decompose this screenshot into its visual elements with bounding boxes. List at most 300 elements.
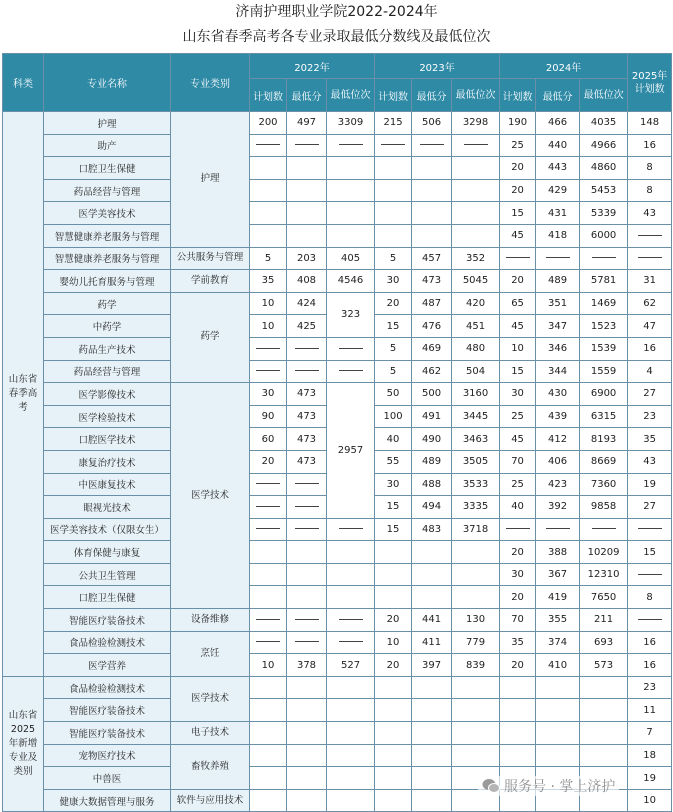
value-cell — [327, 722, 375, 745]
value-cell: 480 — [452, 337, 500, 360]
value-cell: 4 — [628, 360, 672, 383]
value-cell: 20 — [500, 157, 536, 180]
table-row — [3, 112, 672, 135]
dash-cell — [287, 473, 327, 496]
value-cell: 62 — [628, 292, 672, 315]
category-cell: 山东省春季高考 — [3, 112, 44, 677]
table-row — [3, 270, 672, 293]
value-cell — [412, 789, 452, 812]
dash-mark — [638, 528, 662, 529]
dash-mark — [638, 257, 662, 258]
major-name-cell: 食品检验检测技术 — [44, 631, 171, 654]
value-cell: 491 — [412, 405, 452, 428]
value-cell — [375, 699, 412, 722]
value-cell: 527 — [327, 654, 375, 677]
value-cell: 693 — [580, 631, 628, 654]
table-row — [3, 563, 672, 586]
dash-cell — [327, 631, 375, 654]
value-cell: 45 — [500, 224, 536, 247]
dash-cell — [287, 496, 327, 519]
value-cell — [327, 541, 375, 564]
value-cell — [375, 541, 412, 564]
dash-mark — [546, 257, 570, 258]
value-cell: 8 — [628, 586, 672, 609]
value-cell: 374 — [536, 631, 580, 654]
value-cell: 25 — [500, 134, 536, 157]
value-cell — [580, 676, 628, 699]
value-cell — [412, 224, 452, 247]
major-type-cell: 医学技术 — [171, 676, 250, 721]
value-cell: 420 — [452, 292, 500, 315]
dash-cell — [628, 518, 672, 541]
dash-cell — [628, 247, 672, 270]
value-cell: 1559 — [580, 360, 628, 383]
value-cell — [580, 699, 628, 722]
value-cell — [452, 541, 500, 564]
table-row — [3, 518, 672, 541]
value-cell: 20 — [250, 450, 287, 473]
value-cell: 11 — [628, 699, 672, 722]
dash-mark — [339, 619, 363, 620]
table-row — [3, 202, 672, 225]
dash-mark — [256, 144, 280, 145]
dash-cell — [250, 609, 287, 632]
value-cell: 412 — [536, 428, 580, 451]
value-cell — [250, 179, 287, 202]
value-cell: 60 — [250, 428, 287, 451]
major-name-cell: 口腔卫生保健 — [44, 586, 171, 609]
value-cell — [536, 676, 580, 699]
value-cell: 90 — [250, 405, 287, 428]
wechat-icon — [482, 778, 500, 794]
value-cell: 347 — [536, 315, 580, 338]
value-cell: 5339 — [580, 202, 628, 225]
dash-cell — [500, 518, 536, 541]
value-cell — [412, 722, 452, 745]
value-cell: 19 — [628, 767, 672, 790]
dash-cell — [327, 360, 375, 383]
value-cell: 457 — [412, 247, 452, 270]
value-cell — [375, 767, 412, 790]
value-cell — [412, 586, 452, 609]
value-cell — [500, 676, 536, 699]
value-cell — [250, 157, 287, 180]
dash-mark — [339, 370, 363, 371]
major-type-cell: 药学 — [171, 292, 250, 382]
value-cell — [287, 676, 327, 699]
dash-mark — [256, 506, 280, 507]
value-cell: 211 — [580, 609, 628, 632]
header-min-rank: 最低位次 — [580, 79, 628, 112]
major-name-cell: 医学影像技术 — [44, 383, 171, 406]
value-cell — [452, 202, 500, 225]
dash-cell — [287, 360, 327, 383]
dash-mark — [546, 528, 570, 529]
dash-cell — [375, 134, 412, 157]
value-cell: 419 — [536, 586, 580, 609]
value-cell: 16 — [628, 134, 672, 157]
value-cell: 31 — [628, 270, 672, 293]
value-cell: 3463 — [452, 428, 500, 451]
value-cell — [412, 744, 452, 767]
major-name-cell: 口腔医学技术 — [44, 428, 171, 451]
value-cell: 8 — [628, 179, 672, 202]
value-cell: 5 — [375, 247, 412, 270]
value-cell: 430 — [536, 383, 580, 406]
value-cell: 489 — [412, 450, 452, 473]
table-row — [3, 699, 672, 722]
value-cell — [327, 563, 375, 586]
value-cell — [287, 563, 327, 586]
value-cell — [412, 541, 452, 564]
major-type-cell: 护理 — [171, 112, 250, 248]
dash-cell — [628, 224, 672, 247]
major-name-cell: 智能医疗装备技术 — [44, 609, 171, 632]
value-cell: 506 — [412, 112, 452, 135]
major-name-cell: 医学美容技术 — [44, 202, 171, 225]
value-cell — [536, 699, 580, 722]
value-cell — [250, 744, 287, 767]
category-cell: 山东省2025年新增专业及类别 — [3, 676, 44, 812]
value-cell: 483 — [412, 518, 452, 541]
value-cell: 130 — [452, 609, 500, 632]
dash-mark — [256, 641, 280, 642]
value-cell: 15 — [375, 315, 412, 338]
value-cell: 466 — [536, 112, 580, 135]
table-row — [3, 631, 672, 654]
dash-cell — [327, 134, 375, 157]
value-cell: 423 — [536, 473, 580, 496]
value-cell: 9858 — [580, 496, 628, 519]
value-cell: 50 — [375, 383, 412, 406]
dash-mark — [295, 483, 319, 484]
value-cell — [375, 676, 412, 699]
value-cell — [327, 744, 375, 767]
header-2024: 2024年 — [500, 54, 628, 79]
value-cell: 3505 — [452, 450, 500, 473]
value-cell: 476 — [412, 315, 452, 338]
major-name-cell: 护理 — [44, 112, 171, 135]
table-row — [3, 157, 672, 180]
dash-mark — [339, 144, 363, 145]
value-cell: 490 — [412, 428, 452, 451]
value-cell: 397 — [412, 654, 452, 677]
document-title-line2: 山东省春季高考各专业录取最低分数线及最低位次 — [182, 29, 491, 45]
value-cell: 5781 — [580, 270, 628, 293]
value-cell — [452, 586, 500, 609]
value-cell: 15 — [500, 360, 536, 383]
table-row — [3, 337, 672, 360]
dash-cell — [327, 609, 375, 632]
value-cell: 388 — [536, 541, 580, 564]
value-cell: 405 — [327, 247, 375, 270]
value-cell: 35 — [628, 428, 672, 451]
value-cell: 3160 — [452, 383, 500, 406]
value-cell: 5045 — [452, 270, 500, 293]
value-cell — [250, 563, 287, 586]
dash-cell — [250, 518, 287, 541]
header-2022: 2022年 — [250, 54, 375, 79]
value-cell — [287, 767, 327, 790]
value-cell — [327, 179, 375, 202]
value-cell: 10 — [250, 315, 287, 338]
dash-mark — [256, 483, 280, 484]
value-cell: 65 — [500, 292, 536, 315]
value-cell: 10 — [375, 631, 412, 654]
value-cell: 451 — [452, 315, 500, 338]
value-cell: 5 — [375, 337, 412, 360]
table-row — [3, 292, 672, 315]
value-cell: 20 — [375, 654, 412, 677]
table-row — [3, 224, 672, 247]
merged-rank-cell: 323 — [327, 292, 375, 337]
dash-mark — [464, 144, 488, 145]
value-cell: 70 — [500, 609, 536, 632]
value-cell: 425 — [287, 315, 327, 338]
value-cell: 408 — [287, 270, 327, 293]
admission-score-table — [2, 53, 672, 812]
value-cell — [536, 722, 580, 745]
value-cell — [412, 676, 452, 699]
value-cell — [452, 179, 500, 202]
value-cell: 25 — [500, 405, 536, 428]
dash-mark — [592, 257, 616, 258]
value-cell: 10 — [250, 654, 287, 677]
dash-cell — [250, 473, 287, 496]
value-cell — [327, 676, 375, 699]
value-cell: 100 — [375, 405, 412, 428]
value-cell: 3335 — [452, 496, 500, 519]
value-cell: 473 — [287, 383, 327, 406]
dash-mark — [256, 619, 280, 620]
major-name-cell: 健康大数据管理与服务 — [44, 789, 171, 812]
major-name-cell: 康复治疗技术 — [44, 450, 171, 473]
value-cell — [375, 563, 412, 586]
merged-rank-cell: 2957 — [327, 383, 375, 519]
value-cell: 352 — [452, 247, 500, 270]
value-cell: 443 — [536, 157, 580, 180]
value-cell: 200 — [250, 112, 287, 135]
major-name-cell: 体育保健与康复 — [44, 541, 171, 564]
value-cell — [580, 722, 628, 745]
value-cell: 473 — [287, 428, 327, 451]
dash-mark — [339, 348, 363, 349]
dash-mark — [638, 574, 662, 575]
value-cell: 487 — [412, 292, 452, 315]
major-name-cell: 药学 — [44, 292, 171, 315]
header-min-rank: 最低位次 — [452, 79, 500, 112]
header-major-type: 专业类别 — [171, 54, 250, 112]
value-cell: 3445 — [452, 405, 500, 428]
value-cell: 18 — [628, 744, 672, 767]
value-cell: 410 — [536, 654, 580, 677]
header-2023: 2023年 — [375, 54, 500, 79]
value-cell — [327, 157, 375, 180]
header-plan: 计划数 — [250, 79, 287, 112]
value-cell: 35 — [500, 631, 536, 654]
value-cell — [327, 224, 375, 247]
major-name-cell: 婴幼儿托育服务与管理 — [44, 270, 171, 293]
table-row — [3, 654, 672, 677]
value-cell: 30 — [375, 270, 412, 293]
value-cell — [287, 789, 327, 812]
value-cell — [412, 179, 452, 202]
value-cell — [375, 722, 412, 745]
value-cell: 406 — [536, 450, 580, 473]
value-cell — [452, 224, 500, 247]
value-cell: 23 — [628, 405, 672, 428]
major-name-cell: 宠物医疗技术 — [44, 744, 171, 767]
value-cell: 355 — [536, 609, 580, 632]
value-cell: 70 — [500, 450, 536, 473]
value-cell: 6900 — [580, 383, 628, 406]
value-cell: 10 — [628, 789, 672, 812]
dash-mark — [295, 506, 319, 507]
dash-mark — [506, 257, 530, 258]
major-type-cell: 公共服务与管理 — [171, 247, 250, 270]
value-cell: 473 — [287, 450, 327, 473]
major-type-cell: 医学技术 — [171, 383, 250, 609]
value-cell — [327, 789, 375, 812]
value-cell — [412, 202, 452, 225]
value-cell: 367 — [536, 563, 580, 586]
value-cell: 8 — [628, 157, 672, 180]
value-cell: 16 — [628, 631, 672, 654]
value-cell: 27 — [628, 496, 672, 519]
value-cell: 378 — [287, 654, 327, 677]
value-cell: 215 — [375, 112, 412, 135]
value-cell — [287, 722, 327, 745]
value-cell — [500, 744, 536, 767]
table-row — [3, 247, 672, 270]
dash-cell — [628, 609, 672, 632]
header-2025-plan: 2025年计划数 — [628, 54, 672, 112]
header-min-score: 最低分 — [412, 79, 452, 112]
value-cell — [412, 157, 452, 180]
dash-mark — [295, 348, 319, 349]
value-cell: 344 — [536, 360, 580, 383]
dash-mark — [295, 641, 319, 642]
major-type-cell: 学前教育 — [171, 270, 250, 293]
major-name-cell: 食品检验检测技术 — [44, 676, 171, 699]
watermark-text: 服务号 · 掌上济护 — [504, 779, 616, 795]
dash-cell — [580, 247, 628, 270]
table-row — [3, 383, 672, 406]
value-cell — [375, 202, 412, 225]
value-cell: 469 — [412, 337, 452, 360]
value-cell: 779 — [452, 631, 500, 654]
major-name-cell: 智慧健康养老服务与管理 — [44, 224, 171, 247]
dash-mark — [295, 370, 319, 371]
dash-mark — [381, 144, 405, 145]
dash-cell — [452, 134, 500, 157]
value-cell — [287, 541, 327, 564]
value-cell — [250, 224, 287, 247]
major-name-cell: 医学检验技术 — [44, 405, 171, 428]
value-cell: 10209 — [580, 541, 628, 564]
dash-mark — [592, 528, 616, 529]
value-cell: 504 — [452, 360, 500, 383]
value-cell — [375, 157, 412, 180]
value-cell: 439 — [536, 405, 580, 428]
major-name-cell: 助产 — [44, 134, 171, 157]
dash-cell — [287, 609, 327, 632]
value-cell: 27 — [628, 383, 672, 406]
value-cell: 30 — [375, 473, 412, 496]
major-name-cell: 医学营养 — [44, 654, 171, 677]
value-cell: 3718 — [452, 518, 500, 541]
value-cell — [250, 676, 287, 699]
major-name-cell: 口腔卫生保健 — [44, 157, 171, 180]
value-cell: 1523 — [580, 315, 628, 338]
value-cell: 15 — [628, 541, 672, 564]
table-row — [3, 134, 672, 157]
value-cell: 346 — [536, 337, 580, 360]
value-cell: 30 — [500, 383, 536, 406]
table-body — [3, 112, 672, 812]
value-cell: 5 — [375, 360, 412, 383]
value-cell — [412, 767, 452, 790]
value-cell: 4035 — [580, 112, 628, 135]
dash-cell — [580, 518, 628, 541]
value-cell: 573 — [580, 654, 628, 677]
major-name-cell: 中兽医 — [44, 767, 171, 790]
header-major: 专业名称 — [44, 54, 171, 112]
value-cell — [287, 744, 327, 767]
value-cell — [250, 699, 287, 722]
dash-cell — [287, 337, 327, 360]
value-cell — [375, 224, 412, 247]
value-cell: 7360 — [580, 473, 628, 496]
value-cell: 20 — [500, 179, 536, 202]
dash-cell — [628, 563, 672, 586]
major-type-cell: 烹饪 — [171, 631, 250, 676]
value-cell: 148 — [628, 112, 672, 135]
value-cell: 25 — [500, 473, 536, 496]
value-cell — [287, 179, 327, 202]
value-cell — [375, 586, 412, 609]
value-cell: 47 — [628, 315, 672, 338]
major-name-cell: 药品经营与管理 — [44, 360, 171, 383]
value-cell — [452, 744, 500, 767]
value-cell: 5 — [250, 247, 287, 270]
value-cell — [287, 224, 327, 247]
dash-cell — [287, 631, 327, 654]
value-cell: 15 — [500, 202, 536, 225]
dash-cell — [250, 134, 287, 157]
major-name-cell: 智慧健康养老服务与管理 — [44, 247, 171, 270]
major-name-cell: 公共卫生管理 — [44, 563, 171, 586]
value-cell — [452, 563, 500, 586]
value-cell: 20 — [500, 270, 536, 293]
value-cell — [452, 722, 500, 745]
value-cell: 203 — [287, 247, 327, 270]
value-cell: 15 — [375, 518, 412, 541]
value-cell: 8193 — [580, 428, 628, 451]
major-name-cell: 智能医疗装备技术 — [44, 699, 171, 722]
value-cell — [452, 676, 500, 699]
value-cell: 10 — [500, 337, 536, 360]
value-cell — [452, 157, 500, 180]
dash-mark — [256, 528, 280, 529]
value-cell — [452, 699, 500, 722]
value-cell — [580, 744, 628, 767]
value-cell: 40 — [375, 428, 412, 451]
value-cell — [500, 722, 536, 745]
value-cell — [412, 699, 452, 722]
value-cell: 20 — [375, 292, 412, 315]
value-cell: 10 — [250, 292, 287, 315]
